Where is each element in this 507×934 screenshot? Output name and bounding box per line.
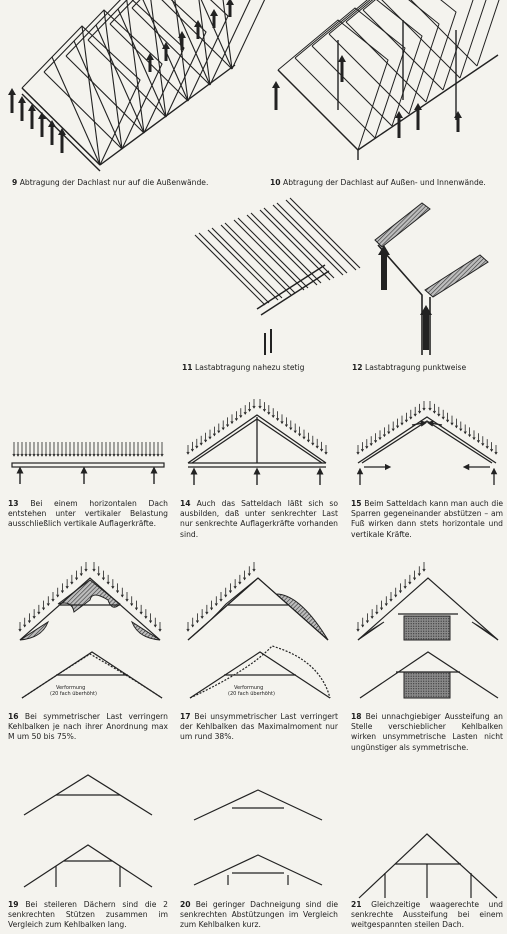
caption-21-number: 21 [351,900,362,909]
caption-12-number: 12 [352,363,363,372]
deformation-label-17: Verformung [234,685,264,691]
caption-19 [8,900,168,931]
caption-12 [352,363,502,373]
caption-10 [270,178,505,188]
caption-14-number: 14 [180,499,191,508]
caption-16 [8,712,168,743]
caption-16-text: Bei symmetrischer Last verringern Kehlbalken je nach ihrer Anordnung max M um 50 bis 75%. [8,712,168,742]
figure-15-rafters-braced-against-each-other [350,395,505,490]
figure-19-steep-roof-collar-beam [18,775,168,895]
caption-18-number: 18 [351,712,362,721]
figure-21-wide-steep-roof-bracing [355,830,505,902]
figure-16-symmetric-load-moment-diagram [12,560,167,705]
caption-9 [12,178,252,188]
caption-14 [180,499,338,540]
caption-18 [351,712,503,753]
caption-14-text: Auch das Satteldach läßt sich so ausbilden, daß unter senkrechter Last nur senkrechte Auflagerkräfte vorhanden sind. [180,499,338,539]
deformation-label-16: Verformung [56,685,86,691]
figure-10-roof-trusses-outer-and-inner-walls [258,0,507,175]
caption-20 [180,900,338,931]
caption-12-text: Lastabtragung punktweise [365,363,467,372]
caption-17 [180,712,338,743]
caption-16-number: 16 [8,712,19,721]
caption-18-text: Bei unnachgiebiger Aussteifung an Stelle verschieblicher Kehlbalken wirken unsymmetrische Lasten nicht ungünstiger als symmetrische. [351,712,503,752]
caption-21-text: Gleichzeitige waagerechte und senkrechte Aussteifung bei einem weitgespannten steilen Dach. [351,900,503,930]
caption-10-text: Abtragung der Dachlast auf Außen- und Innenwände. [283,178,486,187]
caption-13 [8,499,168,530]
figure-11-continuous-load-transfer [185,205,335,355]
figure-13-horizontal-roof [8,430,168,490]
caption-20-text: Bei geringer Dachneigung sind die senkrechten Abstützungen im Vergleich zum Kehlbalken kurz. [180,900,338,930]
caption-15 [351,499,503,540]
caption-13-number: 13 [8,499,19,508]
caption-11-text: Lastabtragung nahezu stetig [195,363,305,372]
figure-17-asymmetric-load-moment-diagram [180,560,335,705]
figure-12-point-load-transfer [360,195,505,355]
caption-19-number: 19 [8,900,19,909]
caption-15-text: Beim Satteldach kann man auch die Sparren gegeneinander abstützen – am Fuß wirken dann stets horizontale und vertikale Kräfte. [351,499,503,539]
caption-9-number: 9 [12,178,18,187]
caption-20-number: 20 [180,900,191,909]
caption-11 [182,363,342,373]
caption-13-text: Bei einem horizontalen Dach entstehen unter vertikaler Belastung ausschließlich vertikale Auflagerkräfte. [8,499,168,529]
figure-14-gable-roof-vertical-support [180,395,330,490]
caption-15-number: 15 [351,499,362,508]
figure-20-shallow-roof-collar-beam [188,790,338,895]
caption-9-text: Abtragung der Dachlast nur auf die Außenwände. [19,178,209,187]
caption-17-text: Bei unsymmetrischer Last verringert der Kehlbalken das Maximalmoment nur um rund 38%. [180,712,338,742]
caption-11-number: 11 [182,363,193,372]
caption-21 [351,900,503,931]
figure-18-rigid-bracing [350,560,505,705]
figure-9-roof-trusses-outer-walls [0,0,250,175]
exaggeration-label-16: (20 fach überhöht) [50,691,97,697]
caption-10-number: 10 [270,178,281,187]
caption-19-text: Bei steileren Dächern sind die 2 senkrechten Stützen zusammen im Vergleich zum Kehlbalken lang. [8,900,168,930]
caption-17-number: 17 [180,712,191,721]
exaggeration-label-17: (20 fach überhöht) [228,691,275,697]
